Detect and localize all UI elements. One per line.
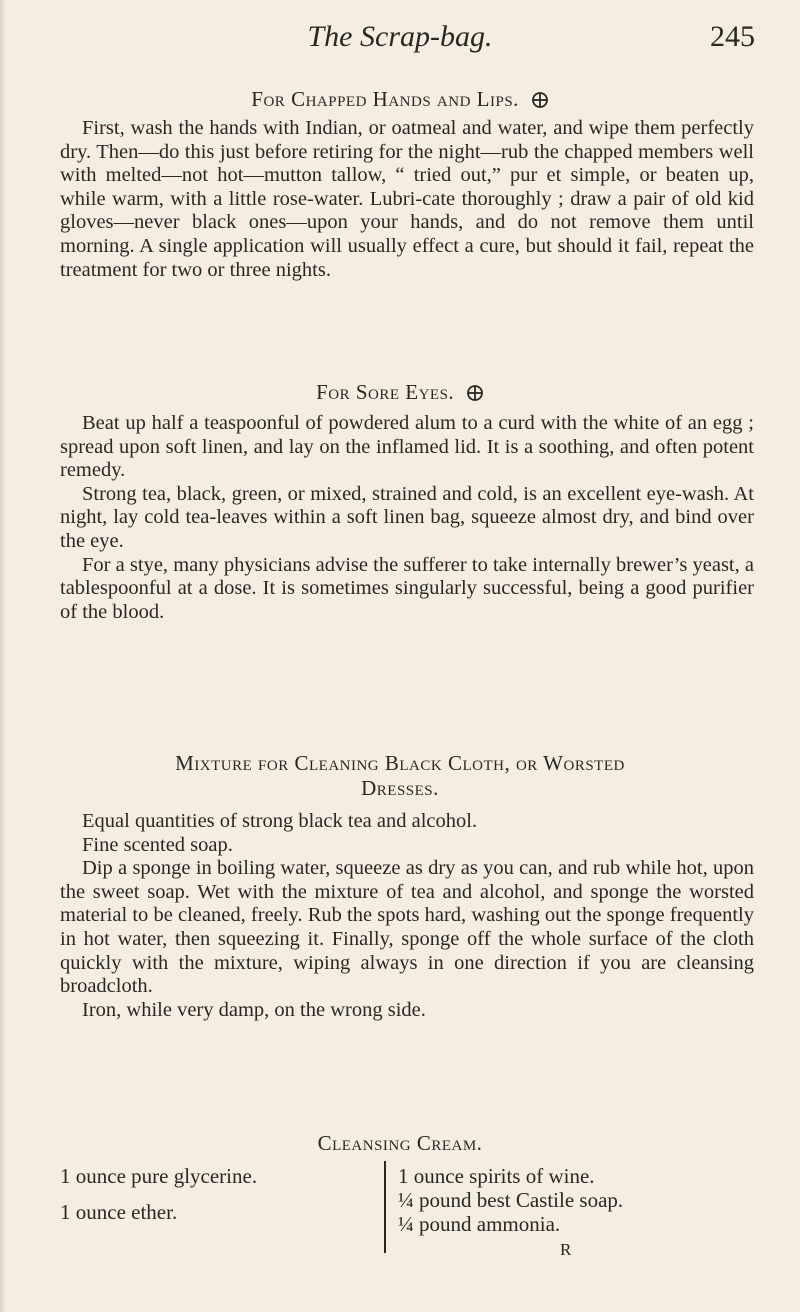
page-gutter-shadow [0, 0, 6, 1312]
crossed-circle-icon [531, 90, 549, 115]
ingredients-right-column [398, 1164, 623, 1236]
heading-text-line-2: Dresses. [361, 776, 439, 800]
heading-text: Cleansing Cream. [317, 1131, 483, 1155]
page-number: 245 [710, 20, 755, 53]
column-divider [384, 1161, 386, 1253]
ingredient-item: ¼ pound best Castile soap. [398, 1188, 624, 1212]
paragraph: Strong tea, black, green, or mixed, strained and cold, is an excellent eye-wash. At night, lay cold tea-leaves within a soft linen bag, squeeze almost dry, and bind over the eye. [60, 482, 754, 552]
ingredients-left-column [60, 1164, 257, 1224]
section-body-chapped-hands [60, 117, 754, 282]
paragraph: For a stye, many physicians advise the sufferer to take internally brewer’s yeast, a tablespoonful at a dose. It is sometimes singularly successful, being a good purifier of the blood. [60, 553, 754, 623]
paragraph: First, wash the hands with Indian, or oatmeal and water, and wipe them perfectly dry. Then—do this just before retiring for the night—rub the chapped members well with melted—not hot—mutton tallow, “ tried out,” pur et simple, or beaten up, while warm, with a little rose-water. Lubri-cate thoroughly ; draw a pair of old kid gloves—never black ones—upon your hands, and do not remove them until morning. A single application will usually effect a cure, but should it fail, repeat the treatment for two or three nights. [60, 117, 754, 281]
section-heading-cleansing-cream [40, 1131, 760, 1156]
ingredient-item: ¼ pound ammonia. [398, 1212, 561, 1236]
page-header [0, 18, 800, 58]
section-heading-sore-eyes [40, 380, 760, 408]
ingredient-item: 1 ounce spirits of wine. [398, 1164, 595, 1188]
section-heading-mixture [40, 751, 760, 801]
heading-text: For Sore Eyes. [316, 380, 455, 404]
section-heading-chapped-hands [40, 87, 760, 115]
paragraph: Fine scented soap. [82, 833, 233, 856]
paragraph: Dip a sponge in boiling water, squeeze as dry as you can, and rub while hot, upon the sweet soap. Wet with the mixture of tea and alcohol, and sponge the worsted material to be cleaned, freely. Rub the spots hard, washing out the sponge frequently in hot water, then squeezing it. Finally, sponge off the whole surface of the cloth quickly with the mixture, wiping always in one direction if you are cleansing broadcloth. [60, 857, 754, 998]
section-body-sore-eyes [60, 412, 754, 624]
ingredient-item: 1 ounce pure glycerine. [60, 1164, 258, 1188]
crossed-circle-icon [466, 383, 484, 408]
signature-mark: R [560, 1240, 572, 1259]
running-title: The Scrap-bag. [307, 20, 493, 53]
heading-text: For Chapped Hands and Lips. [251, 87, 519, 111]
paragraph: Iron, while very damp, on the wrong side. [82, 998, 426, 1021]
heading-text-line-1: Mixture for Cleaning Black Cloth, or Worsted [175, 751, 625, 775]
paragraph: Beat up half a teaspoonful of powdered alum to a curd with the white of an egg ; spread upon soft linen, and lay on the inflamed lid. It is a soothing, and often potent remedy. [60, 412, 754, 482]
section-body-mixture [60, 810, 754, 1022]
ingredient-item: 1 ounce ether. [60, 1200, 178, 1224]
paragraph: Equal quantities of strong black tea and alcohol. [82, 810, 478, 832]
